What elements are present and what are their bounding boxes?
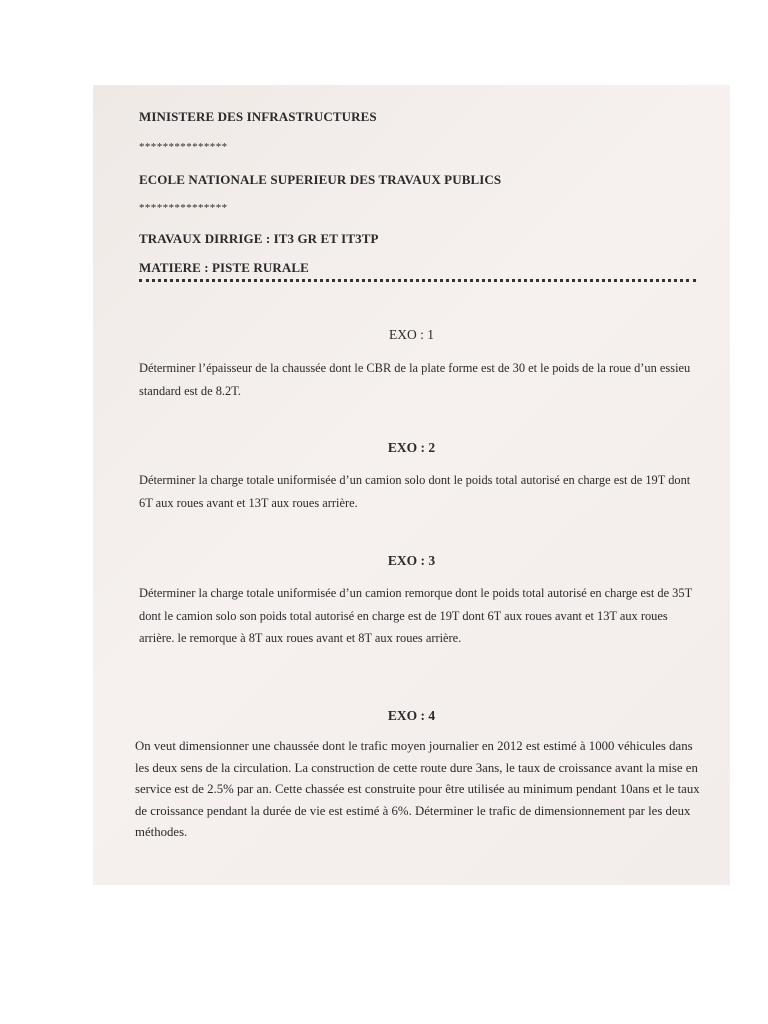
exercise-3-text: Déterminer la charge totale uniformisée d’un camion remorque dont le poids total autorisé en charge est de 35T dont le camion solo son poids total autorisé en charge est de 19T dont 6T aux roues avant et 13T aux roues arrière. le remorque à 8T aux roues avant et 8T aux roues arrière. xyxy=(139,586,692,646)
dotted-separator xyxy=(139,279,696,282)
exercise-4-text: On veut dimensionner une chaussée dont le trafic moyen journalier en 2012 est estimé à 1000 véhicules dans les deux sens de la circulation. La construction de cette route dure 3ans, le taux de croissance avant la mise en service est de 2.5% par an. Cette chassée est construite pour être utilisée au minimum pendant 10ans et le taux de croissance pendant la durée de vie est estimé à 6%. Déterminer le trafic de dimensionnement par les deux méthodes. xyxy=(135,739,700,840)
separator-stars: *************** xyxy=(139,202,228,214)
subject-heading: MATIERE : PISTE RURALE xyxy=(139,260,309,275)
document-page xyxy=(93,85,730,885)
exercise-3-title: EXO : 3 xyxy=(387,553,436,568)
course-heading: TRAVAUX DIRRIGE : IT3 GR ET IT3TP xyxy=(139,231,379,246)
separator-stars: *************** xyxy=(139,141,228,153)
exercise-2-text: Déterminer la charge totale uniformisée d’un camion solo dont le poids total autorisé en charge est de 19T dont 6T aux roues avant et 13T aux roues arrière. xyxy=(139,473,691,510)
exercise-1-title: EXO : 1 xyxy=(389,327,434,342)
school-heading: ECOLE NATIONALE SUPERIEUR DES TRAVAUX PUBLICS xyxy=(139,172,502,187)
exercise-4-title: EXO : 4 xyxy=(387,708,436,723)
exercise-2-title: EXO : 2 xyxy=(387,440,436,455)
ministry-heading: MINISTERE DES INFRASTRUCTURES xyxy=(139,109,377,124)
exercise-1-text: Déterminer l’épaisseur de la chaussée dont le CBR de la plate forme est de 30 et le poids de la roue d’un essieu standard est de 8.2T. xyxy=(139,361,691,398)
